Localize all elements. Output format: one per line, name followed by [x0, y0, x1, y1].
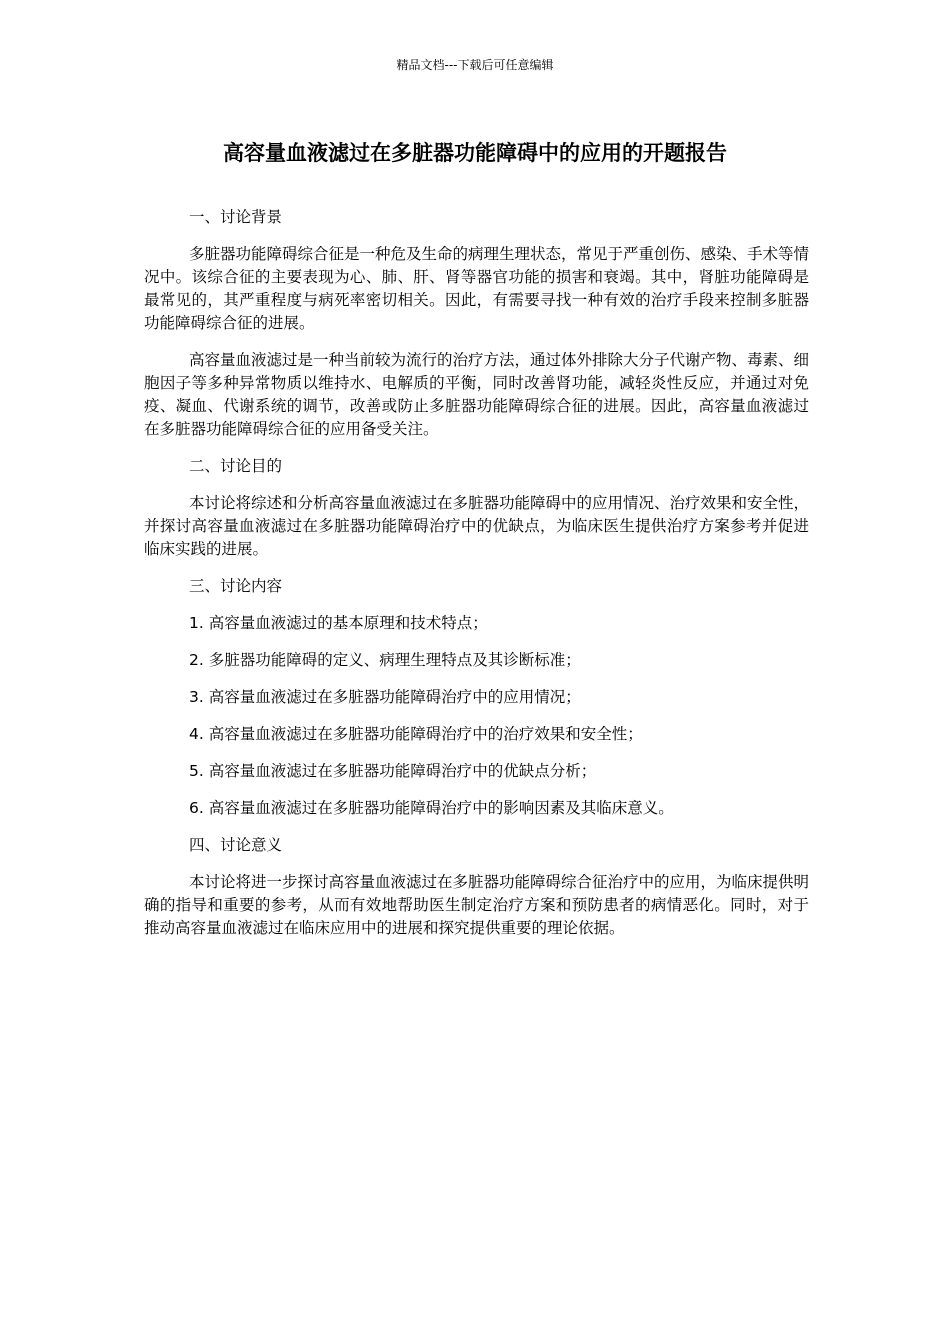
section-content	[144, 575, 809, 820]
list-item: 3. 高容量血液滤过在多脏器功能障碍治疗中的应用情况；	[189, 688, 581, 706]
page-header: 精品文档---下载后可任意编辑	[396, 58, 554, 72]
content-list	[144, 612, 809, 820]
list-item: 2. 多脏器功能障碍的定义、病理生理特点及其诊断标准；	[189, 651, 581, 669]
section-significance	[144, 834, 809, 940]
section-heading: 一、讨论背景	[189, 208, 283, 226]
document-title: 高容量血液滤过在多脏器功能障碍中的应用的开题报告	[223, 141, 727, 165]
section-purpose	[144, 455, 809, 561]
section-heading: 二、讨论目的	[189, 457, 283, 475]
list-item: 5. 高容量血液滤过在多脏器功能障碍治疗中的优缺点分析；	[189, 762, 597, 780]
paragraph: 高容量血液滤过是一种当前较为流行的治疗方法，通过体外排除大分子代谢产物、毒素、细胞因子等多种异常物质以维持水、电解质的平衡，同时改善肾功能，减轻炎性反应，并通过对免疫、凝血、代谢系统的调节，改善或防止多脏器功能障碍综合征的进展。因此，高容量血液滤过在多脏器功能障碍综合征的应用备受关注。	[144, 351, 810, 438]
document-body	[144, 206, 809, 954]
paragraph: 多脏器功能障碍综合征是一种危及生命的病理生理状态，常见于严重创伤、感染、手术等情况中。该综合征的主要表现为心、肺、肝、肾等器官功能的损害和衰竭。其中，肾脏功能障碍是最常见的，其严重程度与病死率密切相关。因此，有需要寻找一种有效的治疗手段来控制多脏器功能障碍综合征的进展。	[144, 245, 810, 332]
section-heading: 四、讨论意义	[189, 836, 283, 854]
list-item: 4. 高容量血液滤过在多脏器功能障碍治疗中的治疗效果和安全性；	[189, 725, 643, 743]
paragraph: 本讨论将综述和分析高容量血液滤过在多脏器功能障碍中的应用情况、治疗效果和安全性，并探讨高容量血液滤过在多脏器功能障碍治疗中的优缺点，为临床医生提供治疗方案参考并促进临床实践的进展。	[144, 494, 810, 558]
list-item: 6. 高容量血液滤过在多脏器功能障碍治疗中的影响因素及其临床意义。	[189, 799, 674, 817]
paragraph: 本讨论将进一步探讨高容量血液滤过在多脏器功能障碍综合征治疗中的应用，为临床提供明确的指导和重要的参考，从而有效地帮助医生制定治疗方案和预防患者的病情恶化。同时，对于推动高容量血液滤过在临床应用中的进展和探究提供重要的理论依据。	[144, 873, 810, 937]
list-item: 1. 高容量血液滤过的基本原理和技术特点；	[189, 614, 488, 632]
section-background	[144, 206, 809, 441]
section-heading: 三、讨论内容	[189, 577, 283, 595]
